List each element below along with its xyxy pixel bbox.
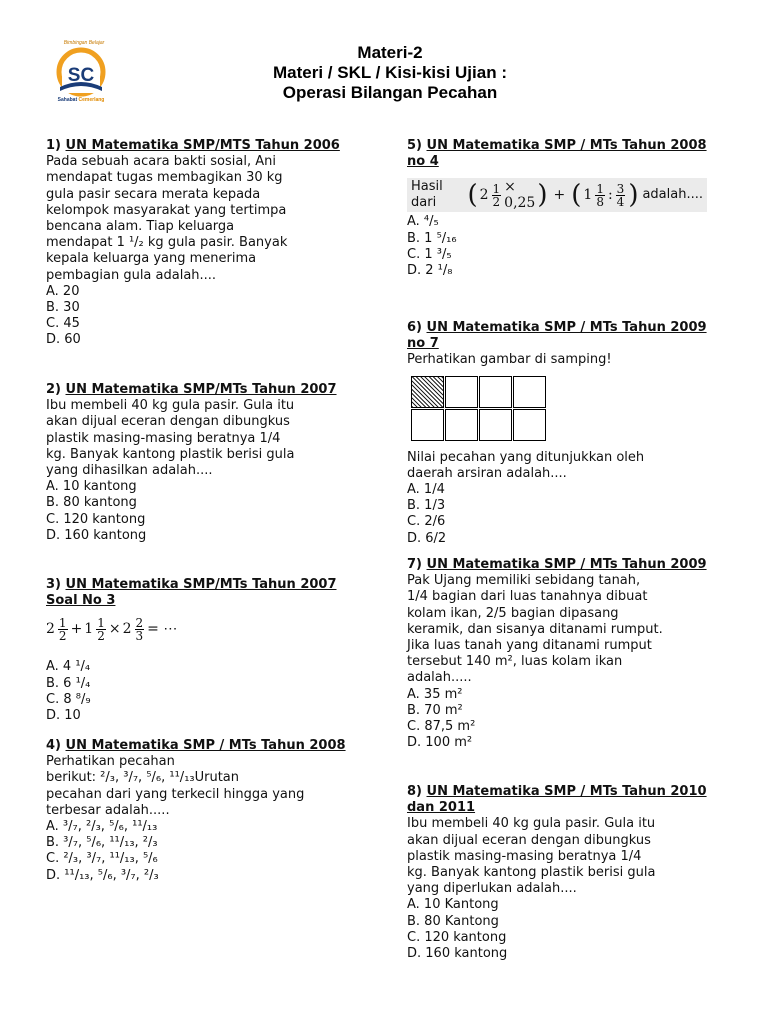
- option: D. 6/2: [407, 530, 447, 546]
- question-6-intro: Perhatikan gambar di samping!: [407, 352, 612, 368]
- logo-brand-text: SC: [67, 65, 95, 86]
- option: B. 6 ¹/₄: [46, 675, 91, 691]
- question-8-body: Ibu membeli 40 kg gula pasir. Gula itu akan dijual eceran dengan dibungkus plastik masing-masing beratnya 1/4 kg. Banyak kantong plastik berisi gula yang diperlukan adalah....: [407, 816, 656, 897]
- question-5: [407, 138, 707, 279]
- question-3-options: [46, 659, 346, 724]
- grid-cell: [513, 409, 546, 441]
- question-4: [46, 738, 346, 884]
- logo-emblem-icon: [48, 47, 114, 97]
- question-5-expression: Hasil dari ( 2 $\frac{1}{2}$ × 0,25 ) + ( 1 1 8 : 3 4 ) adalah....: [407, 178, 707, 212]
- option: C. 120 kantong: [46, 511, 146, 527]
- option: C. 45: [46, 316, 80, 332]
- question-2-body: Ibu membeli 40 kg gula pasir. Gula itu akan dijual eceran dengan dibungkus plastik masing-masing beratnya 1/4 kg. Banyak kantong plastik berisi gula yang dihasilkan adalah....: [46, 398, 295, 479]
- option: D. 2 ¹/₈: [407, 263, 453, 279]
- grid-cell: [411, 409, 444, 441]
- option: B. 80 Kantong: [407, 913, 499, 929]
- option: A. 4 ¹/₄: [46, 659, 91, 675]
- question-1-body: Pada sebuah acara bakti sosial, Ani mendapat tugas membagikan 30 kg gula pasir secara merata kepada kelompok masyarakat yang tertimpa bencana alam. Tiap keluarga mendapat 1 ¹/₂ kg gula pasir. Banyak kepala keluarga yang menerima pembagian gula adalah....: [46, 154, 288, 283]
- option: A. 1/4: [407, 482, 445, 498]
- question-4-body: Perhatikan pecahan berikut: ²/₃, ³/₇, ⁵/₆, ¹¹/₁₃Urutan pecahan dari yang terkecil hingga yang terbesar adalah.....: [46, 754, 305, 818]
- grid-cell: [445, 409, 478, 441]
- grid-cell: [445, 376, 478, 408]
- question-7-options: [407, 687, 707, 752]
- question-4-title: 4) UN Matematika SMP / MTs Tahun 2008: [46, 738, 346, 753]
- option: A. 10 kantong: [46, 479, 137, 495]
- document-header: [200, 43, 580, 103]
- option: C. 120 kantong: [407, 929, 507, 945]
- question-1: [46, 138, 346, 349]
- question-2-options: [46, 479, 346, 544]
- header-line-1: Materi-2: [357, 43, 423, 62]
- option: B. 80 kantong: [46, 495, 137, 511]
- question-8-options: [407, 897, 707, 962]
- question-7-body: Pak Ujang memiliki sebidang tanah, 1/4 bagian dari luas tanahnya dibuat kolam ikan, 2/5 bagian dipasang keramik, dan sisanya ditanami rumput. Jika luas tanah yang ditanami rumput tersebut 140 m², luas kolam ikan adalah.....: [407, 573, 663, 686]
- question-2: [46, 382, 346, 544]
- option: B. 70 m²: [407, 702, 463, 718]
- header-line-2: Materi / SKL / Kisi-kisi Ujian :: [273, 63, 507, 82]
- option: C. 1 ³/₅: [407, 246, 452, 262]
- question-8: [407, 784, 707, 962]
- question-3: [46, 577, 346, 724]
- logo-top-text: Bimbingan Belajar: [63, 40, 105, 46]
- grid-cell: [479, 376, 512, 408]
- question-1-title: 1) UN Matematika SMP/MTS Tahun 2006: [46, 138, 340, 153]
- question-2-title: 2) UN Matematika SMP/MTs Tahun 2007: [46, 382, 337, 397]
- logo-bottom-text: Sahabat Cemerlang: [57, 97, 105, 103]
- question-6: [407, 320, 707, 547]
- option: B. ³/₇, ⁵/₆, ¹¹/₁₃, ²/₃: [46, 835, 158, 851]
- option: C. ²/₃, ³/₇, ¹¹/₁₃, ⁵/₆: [46, 851, 158, 867]
- option: B. 1 ⁵/₁₆: [407, 230, 457, 246]
- question-5-options: [407, 214, 707, 279]
- option: A. 10 Kantong: [407, 897, 499, 913]
- question-7-title: 7) UN Matematika SMP / MTs Tahun 2009: [407, 557, 707, 572]
- option: B. 30: [46, 300, 80, 316]
- question-6-body: Nilai pecahan yang ditunjukkan oleh daerah arsiran adalah....: [407, 449, 645, 481]
- logo: [46, 40, 114, 104]
- question-6-title: 6) UN Matematika SMP / MTs Tahun 2009 no 7: [407, 320, 707, 352]
- option: A. 35 m²: [407, 686, 463, 702]
- option: C. 2/6: [407, 514, 446, 530]
- question-3-equation: 2 1 2 + 1 $\frac{1}{2}$ × 2 $\frac{2}{3}$ = ⋯: [46, 615, 178, 643]
- option: A. ⁴/₅: [407, 214, 439, 230]
- shaded-grid-figure: [411, 376, 547, 442]
- option: D. 100 m²: [407, 735, 473, 751]
- option: D. 160 kantong: [46, 527, 147, 543]
- question-4-options: [46, 819, 346, 884]
- question-7: [407, 557, 707, 751]
- option: B. 1/3: [407, 498, 446, 514]
- question-1-options: [46, 284, 346, 349]
- option: C. 87,5 m²: [407, 719, 476, 735]
- question-8-title: 8) UN Matematika SMP / MTs Tahun 2010 dan 2011: [407, 784, 707, 816]
- grid-cell-shaded: [411, 376, 444, 408]
- grid-cell: [513, 376, 546, 408]
- option: A. ³/₇, ²/₃, ⁵/₆, ¹¹/₁₃: [46, 819, 158, 835]
- option: D. 160 kantong: [407, 946, 508, 962]
- option: D. 60: [46, 332, 81, 348]
- option: A. 20: [46, 283, 80, 299]
- question-3-title: 3) UN Matematika SMP/MTs Tahun 2007 Soal No 3: [46, 577, 337, 609]
- option: D. 10: [46, 708, 81, 724]
- question-6-options: [407, 482, 707, 547]
- grid-cell: [479, 409, 512, 441]
- option: C. 8 ⁸/₉: [46, 691, 91, 707]
- option: D. ¹¹/₁₃, ⁵/₆, ³/₇, ²/₃: [46, 867, 159, 883]
- header-line-3: Operasi Bilangan Pecahan: [282, 83, 498, 102]
- question-5-title: 5) UN Matematika SMP / MTs Tahun 2008 no 4: [407, 138, 707, 170]
